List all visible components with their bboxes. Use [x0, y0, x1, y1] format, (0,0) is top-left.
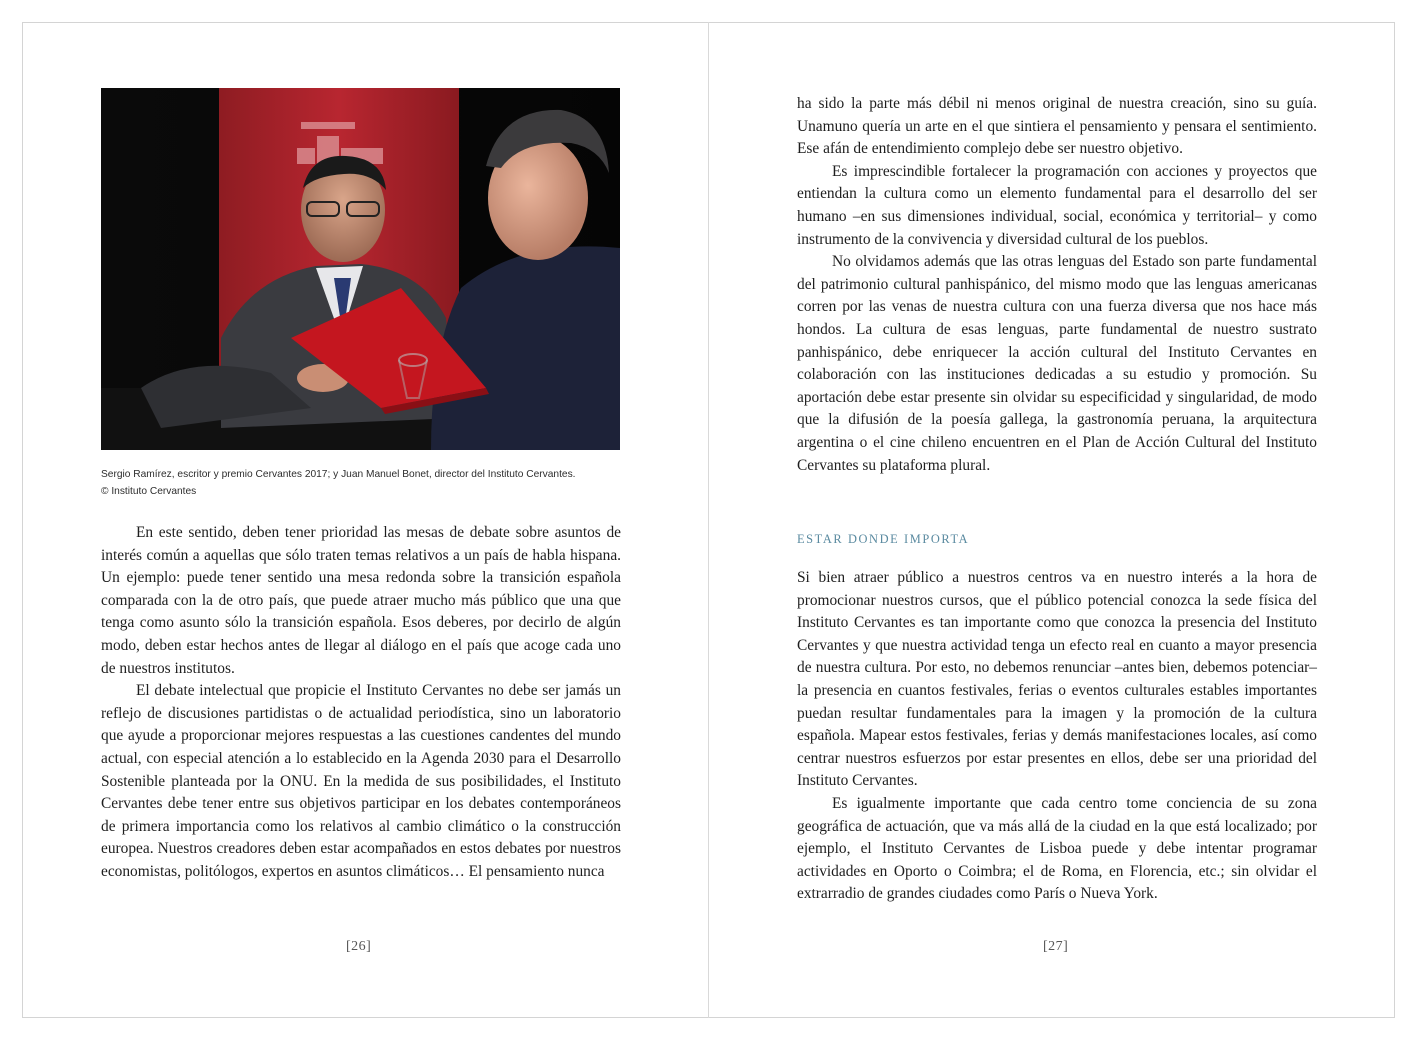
photo-illustration — [101, 88, 620, 450]
paragraph: No olvidamos además que las otras lenguas del Estado son parte fundamental del patrimonio cultural panhispánico, del mismo modo que las lenguas americanas corren por las venas de nuestra cultura con una fuerza diversa que nos hace más hondos. La cultura de esas lenguas, parte fundamental de nuestro sustrato panhispánico, debe enriquecer la acción cultural del Instituto Cervantes en colaboración con las instituciones dedicadas a su estudio y promoción. Su aportación debe estar presente sin olvidar su especificidad y singularidad, de modo que la difusión de la poesía gallega, la gastronomía peruana, la arquitectura argentina o el cine chileno encuentren en el Plan de Acción Cultural del Instituto Cervantes su plataforma plural. — [797, 253, 1317, 474]
photo-speakers-stage — [101, 88, 620, 450]
page-gutter — [708, 22, 709, 1018]
page-number-right: [27] — [1043, 939, 1069, 954]
paragraph: Es igualmente importante que cada centro tome conciencia de su zona geográfica de actuación, que va más allá de la ciudad en la que está localizado; por ejemplo, el Instituto Cervantes de Lisboa puede y debe intentar programar actividades en Oporto o Coimbra; el de Roma, en Florencia, etc.; sin olvidar el extrarradio de grandes ciudades como París o Nueva York. — [797, 794, 1317, 903]
paragraph: Si bien atraer público a nuestros centros va en nuestro interés a la hora de promocionar nuestros cursos, que el público potencial conozca la sede física del Instituto Cervantes es tan importante como que conozca la presencia del Instituto Cervantes y que nuestra actividad tenga un efecto real en cuanto a mayor presencia de nuestra cultura. Por esto, no debemos renunciar –antes bien, debemos potenciar– la presencia en cuantos festivales, ferias o eventos culturales estables importantes puedan resultar fundamentales para la imagen y la promoción de la cultura española. Mapear estos festivales, ferias y demás manifestaciones locales, así como centrar nuestros esfuerzos por estar presentes en ellos, debe ser una prioridad del Instituto Cervantes. — [797, 569, 1317, 790]
photo-caption — [101, 466, 621, 500]
right-body-text-top — [797, 93, 1317, 477]
right-body-text-section — [797, 567, 1317, 906]
paragraph: ha sido la parte más débil ni menos original de nuestra creación, sino su guía. Unamuno quería un arte en el que sintiera el pensamiento y pensara el sentimiento. Ese afán de entendimiento complejo debe ser nuestro objetivo. — [797, 95, 1317, 158]
left-body-text — [101, 522, 621, 884]
caption-credit: © Instituto Cervantes — [101, 486, 197, 497]
section-heading: ESTAR DONDE IMPORTA — [797, 532, 970, 546]
page-number-left: [26] — [346, 939, 372, 954]
caption-line-1: Sergio Ramírez, escritor y premio Cervantes 2017; y Juan Manuel Bonet, director del Instituto Cervantes. — [101, 469, 576, 480]
paragraph: En este sentido, deben tener prioridad las mesas de debate sobre asuntos de interés común a aquellas que sólo traten temas relativos a un país de habla hispana. Un ejemplo: puede tener sentido una mesa redonda sobre la transición española comparada con la de otro país, que puede atraer mucho más público que una que tenga como asunto sólo la transición española. Esos deberes, por decirlo de algún modo, deben estar hechos antes de llegar al diálogo en el país que acoge cada uno de nuestros institutos. — [101, 524, 621, 677]
paragraph: Es imprescindible fortalecer la programación con acciones y proyectos que entiendan la cultura como un elemento fundamental para el desarrollo del ser humano –en sus dimensiones individual, social, económica y territorial– y como instrumento de la convivencia y diversidad cultural de los pueblos. — [797, 162, 1317, 248]
paragraph: El debate intelectual que propicie el Instituto Cervantes no debe ser jamás un reflejo de discusiones partidistas o de actualidad periodística, sino un laboratorio que ayude a proporcionar mejores respuestas a las cuestiones candentes del mundo actual, con especial atención a lo establecido en la Agenda 2030 para el Desarrollo Sostenible planteada por la ONU. En la medida de sus posibilidades, el Instituto Cervantes debe tener entre sus objetivos participar en los debates contemporáneos de primera importancia como los relativos al cambio climático o la construcción europea. Nuestros creadores deben estar acompañados en estos debates por nuestros economistas, politólogos, expertos en asuntos climáticos… El pensamiento nunca — [101, 682, 621, 880]
